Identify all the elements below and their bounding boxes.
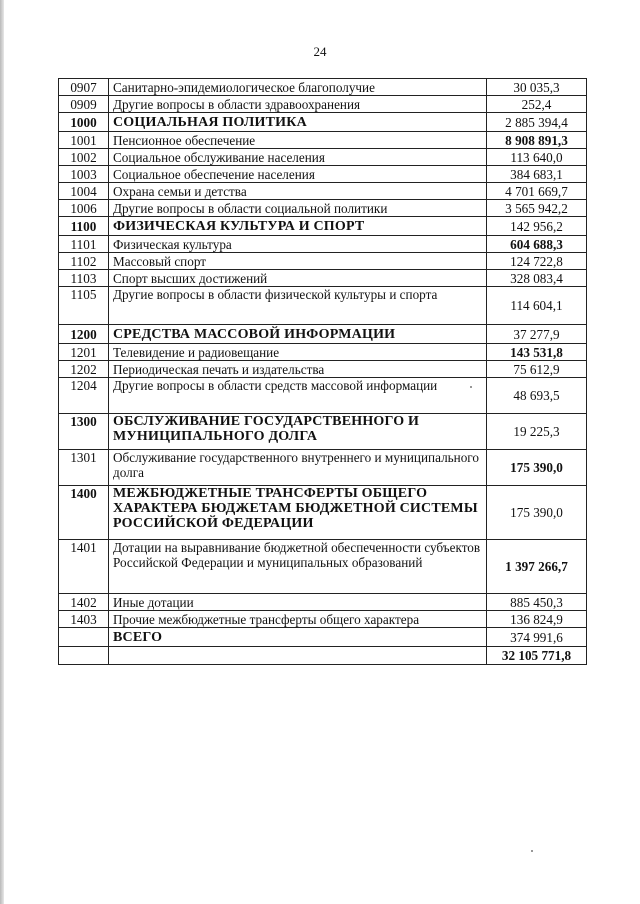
row-amount: 124 722,8 [487, 253, 587, 270]
row-amount: 604 688,3 [487, 236, 587, 253]
row-amount: 4 701 669,7 [487, 183, 587, 200]
row-name: Социальное обслуживание населения [109, 149, 487, 166]
table-row [59, 132, 587, 149]
row-amount: 113 640,0 [487, 149, 587, 166]
table-row [59, 200, 587, 217]
row-name: Дотации на выравнивание бюджетной обеспеченности субъектов Российской Федерации и муниципальных образований [109, 540, 487, 594]
table-row [59, 253, 587, 270]
row-code: 1102 [59, 253, 109, 270]
row-code: 1204 [59, 378, 109, 414]
row-name: Другие вопросы в области средств массовой информации [109, 378, 487, 414]
scan-page-edge [0, 0, 4, 904]
row-name: ВСЕГО [109, 628, 487, 647]
row-code: 1101 [59, 236, 109, 253]
row-code: 1001 [59, 132, 109, 149]
row-amount: 252,4 [487, 96, 587, 113]
table-row [59, 378, 587, 414]
row-amount: 328 083,4 [487, 270, 587, 287]
row-name: Массовый спорт [109, 253, 487, 270]
row-amount: 142 956,2 [487, 217, 587, 236]
row-name: СРЕДСТВА МАССОВОЙ ИНФОРМАЦИИ [109, 325, 487, 344]
table-row [59, 486, 587, 540]
row-name: Иные дотации [109, 594, 487, 611]
row-code: 1002 [59, 149, 109, 166]
row-amount: 3 565 942,2 [487, 200, 587, 217]
table-row [59, 166, 587, 183]
row-amount: 19 225,3 [487, 414, 587, 450]
row-name: Социальное обеспечение населения [109, 166, 487, 183]
table-row [59, 647, 587, 665]
table-row [59, 217, 587, 236]
row-amount: 32 105 771,8 [487, 647, 587, 665]
row-amount: 2 885 394,4 [487, 113, 587, 132]
table-row [59, 628, 587, 647]
row-name: Телевидение и радиовещание [109, 344, 487, 361]
scan-speck [531, 850, 533, 852]
table-row [59, 344, 587, 361]
row-amount: 37 277,9 [487, 325, 587, 344]
table-row [59, 270, 587, 287]
row-name: Другие вопросы в области физической культуры и спорта [109, 287, 487, 325]
row-code: 0909 [59, 96, 109, 113]
row-name: Охрана семьи и детства [109, 183, 487, 200]
table-row [59, 149, 587, 166]
row-code: 1100 [59, 217, 109, 236]
row-amount: 175 390,0 [487, 486, 587, 540]
row-code: 1402 [59, 594, 109, 611]
row-name: МЕЖБЮДЖЕТНЫЕ ТРАНСФЕРТЫ ОБЩЕГО ХАРАКТЕРА БЮДЖЕТАМ БЮДЖЕТНОЙ СИСТЕМЫ РОССИЙСКОЙ ФЕДЕРАЦИИ [109, 486, 487, 540]
table-row [59, 79, 587, 96]
row-code: 1400 [59, 486, 109, 540]
table-row [59, 236, 587, 253]
row-code: 1200 [59, 325, 109, 344]
row-code: 1103 [59, 270, 109, 287]
row-amount: 8 908 891,3 [487, 132, 587, 149]
row-amount: 384 683,1 [487, 166, 587, 183]
table-row [59, 611, 587, 628]
row-name: Пенсионное обеспечение [109, 132, 487, 149]
row-code [59, 647, 109, 665]
row-name: Другие вопросы в области социальной политики [109, 200, 487, 217]
table-row [59, 287, 587, 325]
row-code: 1006 [59, 200, 109, 217]
row-amount: 136 824,9 [487, 611, 587, 628]
row-amount: 114 604,1 [487, 287, 587, 325]
row-name: Санитарно-эпидемиологическое благополучие [109, 79, 487, 96]
table-row [59, 96, 587, 113]
row-code: 1300 [59, 414, 109, 450]
scan-speck [470, 386, 472, 388]
row-amount: 143 531,8 [487, 344, 587, 361]
row-name: Прочие межбюджетные трансферты общего характера [109, 611, 487, 628]
row-code: 1202 [59, 361, 109, 378]
table-row [59, 183, 587, 200]
row-code [59, 628, 109, 647]
table-row [59, 594, 587, 611]
row-name: СОЦИАЛЬНАЯ ПОЛИТИКА [109, 113, 487, 132]
row-name: Обслуживание государственного внутреннего и муниципального долга [109, 450, 487, 486]
row-amount: 374 991,6 [487, 628, 587, 647]
row-code: 1301 [59, 450, 109, 486]
row-amount: 175 390,0 [487, 450, 587, 486]
row-amount: 885 450,3 [487, 594, 587, 611]
table-row [59, 414, 587, 450]
row-name [109, 647, 487, 665]
table-row [59, 361, 587, 378]
row-code: 1401 [59, 540, 109, 594]
page-number: 24 [313, 44, 327, 59]
row-code: 1201 [59, 344, 109, 361]
table-row [59, 325, 587, 344]
row-name: Другие вопросы в области здравоохранения [109, 96, 487, 113]
table-row [59, 450, 587, 486]
budget-table [58, 78, 587, 665]
row-code: 1105 [59, 287, 109, 325]
row-code: 1004 [59, 183, 109, 200]
table-row [59, 540, 587, 594]
row-amount: 1 397 266,7 [487, 540, 587, 594]
row-code: 0907 [59, 79, 109, 96]
row-code: 1403 [59, 611, 109, 628]
row-name: Периодическая печать и издательства [109, 361, 487, 378]
row-amount: 48 693,5 [487, 378, 587, 414]
row-name: ОБСЛУЖИВАНИЕ ГОСУДАРСТВЕННОГО И МУНИЦИПАЛЬНОГО ДОЛГА [109, 414, 487, 450]
row-amount: 75 612,9 [487, 361, 587, 378]
row-name: Спорт высших достижений [109, 270, 487, 287]
row-code: 1003 [59, 166, 109, 183]
row-code: 1000 [59, 113, 109, 132]
row-name: ФИЗИЧЕСКАЯ КУЛЬТУРА И СПОРТ [109, 217, 487, 236]
table-row [59, 113, 587, 132]
row-name: Физическая культура [109, 236, 487, 253]
row-amount: 30 035,3 [487, 79, 587, 96]
